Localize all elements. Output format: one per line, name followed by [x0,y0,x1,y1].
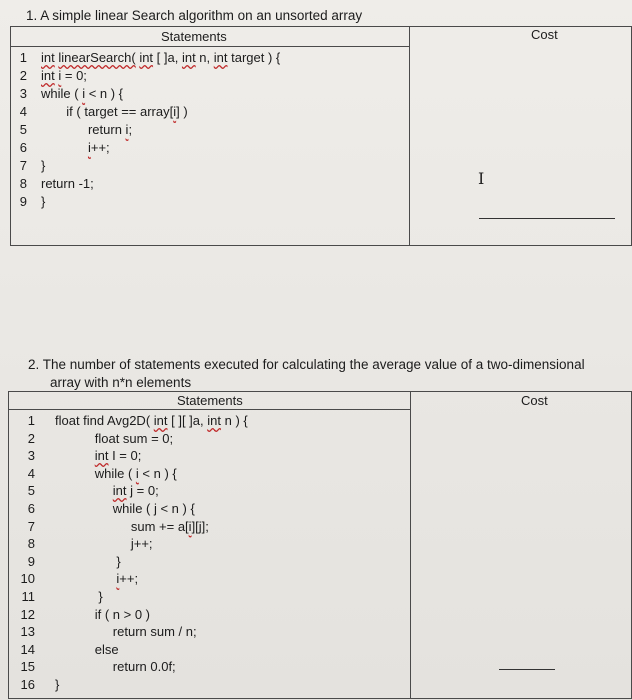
code-line: j++; [130,536,153,552]
line-number: 4 [19,104,27,119]
code-line: int linearSearch( int [ ]a, int n, int target ) { [41,50,281,65]
line-number: 3 [27,448,35,464]
question-2-title-line2: array with n*n elements [50,375,192,390]
code-line: if ( n > 0 ) [94,606,151,622]
line-number: 15 [20,659,35,675]
line-number: 11 [21,589,35,604]
code-line: return sum / n; [112,624,197,640]
code-line: else [94,641,119,657]
line-number: 7 [27,518,35,534]
line-number: 7 [19,158,27,173]
table-2 [8,391,632,699]
line-number: 14 [20,641,35,657]
code-line: float find Avg2D( int [ ][ ]a, int n ) { [55,413,248,428]
code-line: int j = 0; [112,483,159,499]
line-number: 9 [27,553,35,569]
code-line: while ( i < n ) { [41,86,124,101]
code-line: int i = 0; [41,68,87,83]
code-line: return -1; [41,176,94,191]
header-rule [9,409,411,410]
line-number: 1 [19,50,27,65]
line-number: 13 [20,624,35,640]
code-line: } [98,589,103,604]
line-number: 10 [20,571,35,587]
code-line: return 0.0f; [112,659,176,675]
code-line: while ( i < n ) { [94,465,177,481]
line-number: 8 [27,536,35,552]
code-line: i++; [116,571,139,587]
code-line: } [41,158,46,173]
answer-blank[interactable] [499,669,555,670]
code-line: } [41,194,46,209]
line-number: 5 [19,122,27,137]
code-line: int I = 0; [94,448,142,464]
column-divider [409,27,410,245]
line-number: 8 [19,176,27,191]
line-number: 2 [27,430,35,446]
line-number: 16 [20,677,35,692]
line-number: 3 [19,86,27,101]
question-2-title-line1: 2. The number of statements executed for calculating the average value of a two-dimensional [28,357,585,372]
text-cursor-icon: I [478,169,485,188]
code-line: return i; [87,122,133,137]
statements-header: Statements [177,393,243,408]
code-line: if ( target == array[i] ) [66,104,188,119]
line-number: 6 [19,140,27,155]
code-line: while ( j < n ) { [112,501,195,516]
line-number: 4 [27,465,35,481]
cost-header: Cost [531,27,558,42]
question-1-title: 1. A simple linear Search algorithm on an unsorted array [26,8,363,23]
answer-blank[interactable] [479,218,615,219]
code-line: i++; [87,140,110,155]
line-number: 6 [27,501,35,516]
line-number: 12 [20,606,35,622]
code-line: } [55,677,60,692]
line-number: 2 [19,68,27,83]
code-line: float sum = 0; [94,430,174,446]
code-line: sum += a[i][j]; [130,518,209,534]
cost-header: Cost [521,393,548,408]
code-line: } [116,553,121,569]
statements-header: Statements [161,29,227,44]
line-number: 5 [27,483,35,499]
column-divider [410,392,411,698]
header-rule [11,46,410,47]
line-number: 1 [27,413,35,428]
line-number: 9 [19,194,27,209]
table-1 [10,26,632,246]
